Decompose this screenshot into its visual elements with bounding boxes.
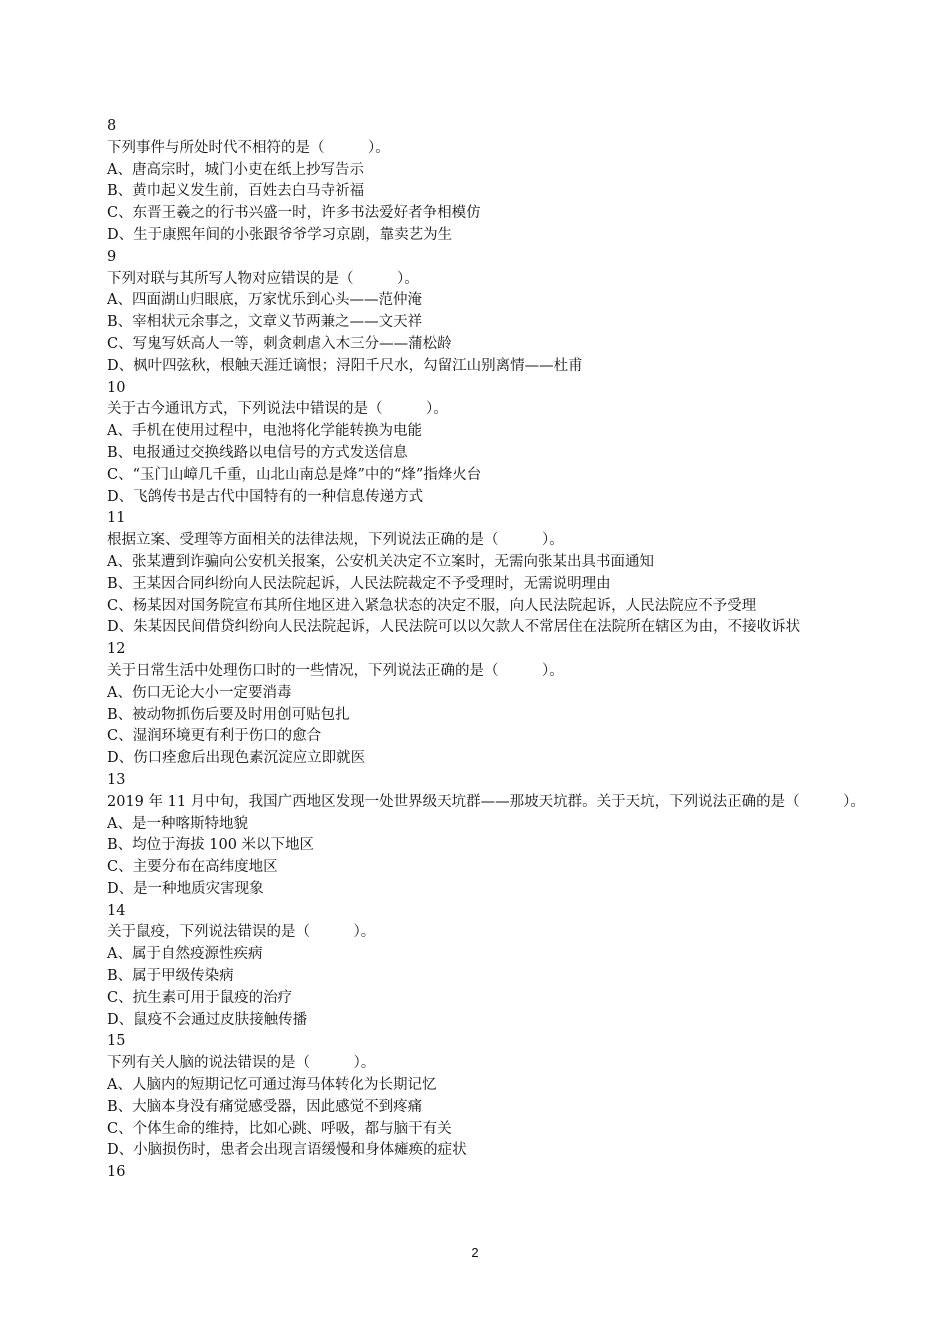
option: D、鼠疫不会通过皮肤接触传播 — [107, 1011, 308, 1028]
option: B、大脑本身没有痛觉感受器，因此感觉不到疼痛 — [107, 1098, 423, 1115]
option: A、属于自然疫源性疾病 — [107, 946, 263, 963]
question-stem: 关于日常生活中处理伤口时的一些情况，下列说法正确的是（ ）。 — [107, 662, 564, 679]
option: D、生于康熙年间的小张跟爷爷学习京剧，靠卖艺为生 — [107, 226, 453, 243]
option: A、人脑内的短期记忆可通过海马体转化为长期记忆 — [107, 1077, 437, 1094]
question-stem: 关于鼠疫，下列说法错误的是（ ）。 — [107, 924, 376, 941]
option: B、电报通过交换线路以电信号的方式发送信息 — [107, 444, 408, 461]
option: D、枫叶四弦秋，根触天涯迁谪恨；浔阳千尺水，勾留江山别离情——杜甫 — [107, 357, 583, 374]
page-number: 2 — [471, 1245, 479, 1260]
option: C、湿润环境更有利于伤口的愈合 — [107, 728, 322, 745]
option: D、朱某因民间借贷纠纷向人民法院起诉，人民法院可以以欠款人不常居住在法院所在辖区为由，不接收诉状 — [107, 619, 801, 636]
question-number: 9 — [107, 248, 117, 265]
option: A、四面湖山归眼底，万家忧乐到心头——范仲淹 — [107, 292, 422, 309]
question-number: 11 — [107, 510, 126, 527]
question-stem: 下列事件与所处时代不相符的是（ ）。 — [107, 139, 390, 156]
option: C、东晋王羲之的行书兴盛一时，许多书法爱好者争相模仿 — [107, 205, 481, 222]
option: D、是一种地质灾害现象 — [107, 880, 264, 897]
option: B、属于甲级传染病 — [107, 968, 234, 985]
question-stem: 下列有关人脑的说法错误的是（ ）。 — [107, 1055, 376, 1072]
question-number: 8 — [107, 118, 117, 134]
question-stem: 关于古今通讯方式，下列说法中错误的是（ ）。 — [107, 401, 448, 418]
option: A、是一种喀斯特地貌 — [107, 815, 248, 832]
option: C、“玉门山嶂几千重，山北山南总是烽”中的“烽”指烽火台 — [107, 466, 482, 483]
option: B、黄巾起义发生前，百姓去白马寺祈福 — [107, 183, 365, 200]
question-number: 10 — [107, 379, 126, 396]
question-stem: 2019 年 11 月中旬，我国广西地区发现一处世界级天坑群——那坡天坑群。关于天坑，下列说法正确的是（ ）。 — [107, 793, 865, 810]
option: A、手机在使用过程中，电池将化学能转换为电能 — [107, 423, 422, 440]
option: B、王某因合同纠纷向人民法院起诉，人民法院裁定不予受理时，无需说明理由 — [107, 575, 611, 592]
option: C、主要分布在高纬度地区 — [107, 859, 278, 876]
option: A、伤口无论大小一定要消毒 — [107, 684, 292, 701]
question-number: 12 — [107, 641, 126, 658]
question-number: 13 — [107, 771, 126, 788]
question-number: 14 — [107, 902, 126, 919]
question-stem: 根据立案、受理等方面相关的法律法规，下列说法正确的是（ ）。 — [107, 532, 564, 549]
option: D、小脑损伤时，患者会出现言语缓慢和身体瘫痪的症状 — [107, 1142, 467, 1159]
question-stem: 下列对联与其所写人物对应错误的是（ ）。 — [107, 270, 419, 287]
option: A、张某遭到诈骗向公安机关报案，公安机关决定不立案时，无需向张某出具书面通知 — [107, 553, 654, 570]
option: C、抗生素可用于鼠疫的治疗 — [107, 989, 293, 1006]
option: D、飞鸽传书是古代中国特有的一种信息传递方式 — [107, 488, 424, 505]
question-number: 16 — [107, 1164, 126, 1181]
option: B、宰相状元余事之，文章义节两兼之——文天祥 — [107, 314, 423, 331]
option: C、杨某因对国务院宣布其所住地区进入紧急状态的决定不服，向人民法院起诉，人民法院应不予受理 — [107, 597, 757, 614]
option: B、被动物抓伤后要及时用创可贴包扎 — [107, 706, 350, 723]
question-list — [78, 116, 878, 1184]
option: C、个体生命的维持，比如心跳、呼吸，都与脑干有关 — [107, 1120, 452, 1137]
option: D、伤口痊愈后出现色素沉淀应立即就医 — [107, 750, 366, 767]
option: B、均位于海拔 100 米以下地区 — [107, 837, 315, 854]
option: C、写鬼写妖高人一等，刺贪刺虐入木三分——蒲松龄 — [107, 335, 452, 352]
option: A、唐高宗时，城门小吏在纸上抄写告示 — [107, 161, 364, 178]
question-number: 15 — [107, 1033, 126, 1050]
